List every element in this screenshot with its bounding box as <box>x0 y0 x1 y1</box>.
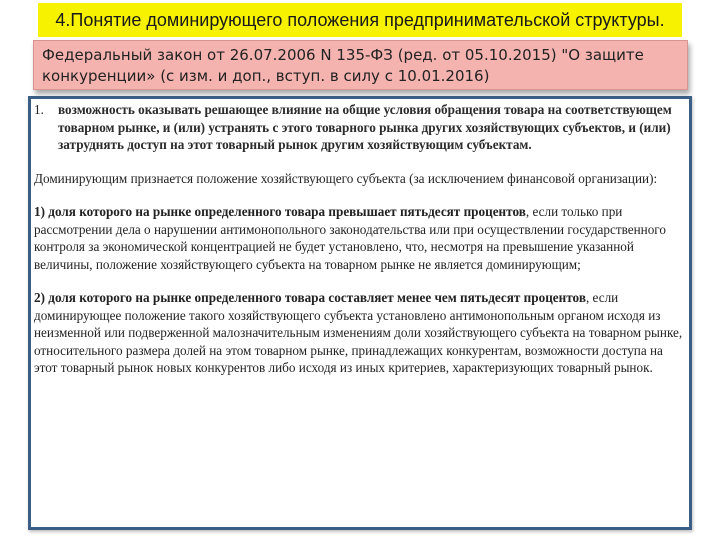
point-1-bold: 1) доля которого на рынке определенного товара превышает пятьдесят процентов <box>34 204 526 219</box>
dominant-intro: Доминирующим признается положение хозяйствующего субъекта (за исключением финансовой организации): <box>34 170 658 186</box>
point-1 <box>34 203 684 273</box>
point-2 <box>34 289 684 377</box>
law-reference-box <box>33 40 688 90</box>
point-2-bold: 2) доля которого на рынке определенного товара составляет менее чем пятьдесят процентов <box>34 290 586 305</box>
point-1-text: , если только при рассмотрении дела о нарушении антимонопольного законодательства или при осуществлении государственного контроля за экономической концентрацией не будет установлено, что, несмотря на превышение указанной величины, положение хозяйствующего субъекта на товарном рынке не является доминирующим; <box>34 204 666 272</box>
list-item-text: возможность оказывать решающее влияние на общие условия обращения товара на соответствующем товарном рынке, и (или) устранять с этого товарного рынка других хозяйствующих субъектов, и (или) затруднять доступ на этот товарный рынок другим хозяйствующим субъектам. <box>58 102 672 152</box>
content-text <box>34 101 684 377</box>
slide-title-text: 4.Понятие доминирующего положения предпринимательской структуры. <box>55 9 665 30</box>
slide-title <box>38 3 682 37</box>
point-2-text: , если доминирующее положение такого хозяйствующего субъекта установлено антимонопольным органом исходя из неизменной или подверженной малозначительным изменениям доли хозяйствующего субъекта на товарном рынке, относительного размера долей на этом товарном рынке, принадлежащих конкурентам, возможности доступа на этот товарный рынок новых конкурентов либо исходя из иных критериев, характеризующих товарный рынок. <box>34 290 683 375</box>
list-item-number: 1. <box>34 102 44 117</box>
law-reference-text: Федеральный закон от 26.07.2006 N 135-ФЗ (ред. от 05.10.2015) "О защите конкуренции» (с изм. и доп., вступ. в силу с 10.01.2016) <box>42 46 644 85</box>
list-item-1 <box>34 101 684 154</box>
